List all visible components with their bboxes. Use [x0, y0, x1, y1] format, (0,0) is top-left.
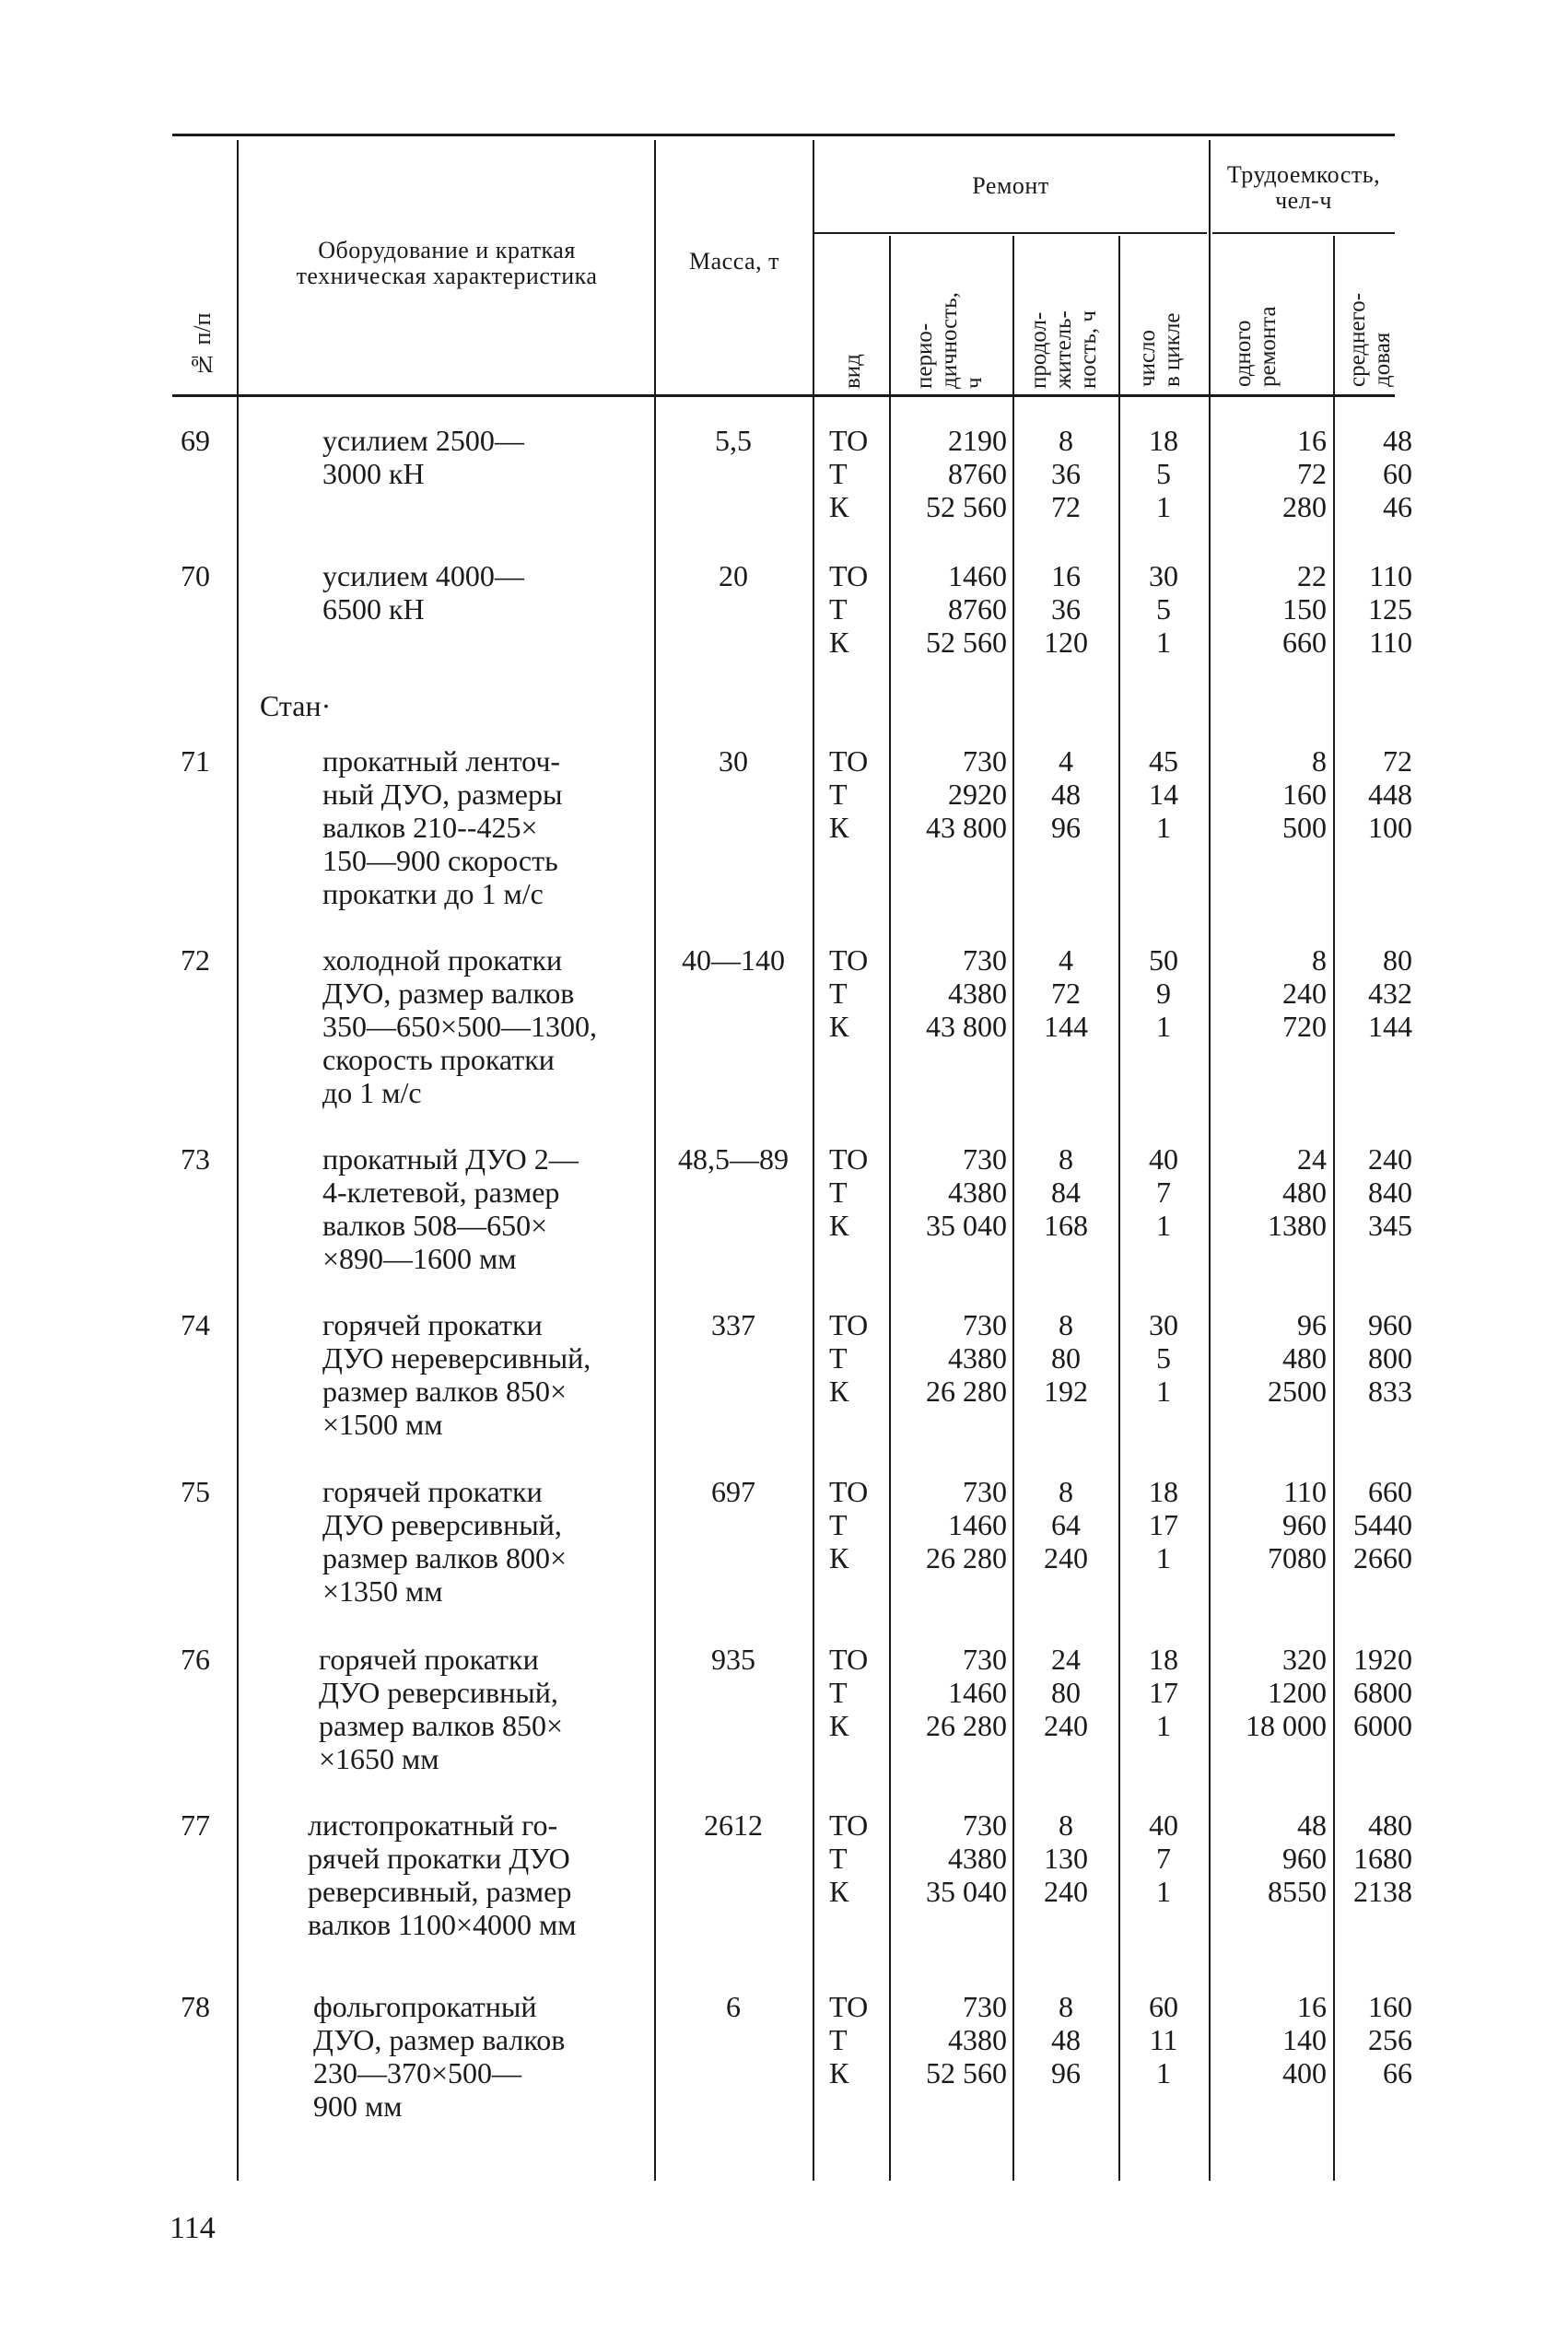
row-kind: ТО Т К: [829, 559, 869, 659]
row-annual: 480 1680 2138: [1353, 1808, 1412, 1908]
header-col-annual: среднего- довая: [1345, 292, 1395, 387]
row-desc: прокатный ленточ- ный ДУО, размеры валков 210--425× 150—900 скорость прокатки до 1 м/с: [322, 744, 563, 910]
row-mass: 6: [726, 1990, 741, 2023]
row-annual: 80 432 144: [1368, 943, 1412, 1043]
row-num: 74: [181, 1308, 210, 1341]
row-desc: холодной прокатки ДУО, размер валков 350—650×500—1300, скорость прокатки до 1 м/с: [322, 943, 598, 1109]
row-single: 96 480 2500: [1268, 1308, 1327, 1408]
row-desc: усилием 2500— 3000 кН: [322, 424, 524, 490]
row-kind: ТО Т К: [829, 1142, 869, 1242]
row-mass: 48,5—89: [678, 1142, 789, 1176]
row-num: 71: [181, 744, 210, 778]
row-period: 730 4380 35 040: [926, 1142, 1007, 1242]
row-kind: ТО Т К: [829, 1808, 869, 1908]
row-single: 8 240 720: [1282, 943, 1327, 1043]
row-num: 78: [181, 1990, 210, 2023]
header-col-duration: продол- житель- ность, ч: [1026, 310, 1101, 389]
row-count: 45 14 1: [1149, 744, 1178, 844]
row-mass: 30: [719, 744, 748, 778]
page-number: 114: [170, 2211, 216, 2245]
row-count: 40 7 1: [1149, 1808, 1178, 1908]
row-annual: 160 256 66: [1368, 1990, 1412, 2089]
row-count: 30 5 1: [1149, 1308, 1178, 1408]
row-period: 730 4380 52 560: [926, 1990, 1007, 2089]
labor-group-rule: [1212, 232, 1395, 234]
row-count: 18 17 1: [1149, 1643, 1178, 1742]
row-count: 18 17 1: [1149, 1475, 1178, 1574]
header-bottom-rule: [172, 394, 1395, 397]
row-count: 18 5 1: [1149, 424, 1178, 523]
header-col-kind: вид: [840, 354, 865, 389]
row-desc: прокатный ДУО 2— 4-клетевой, размер валков 508—650× ×890—1600 мм: [322, 1142, 579, 1275]
col-divider-1: [237, 140, 239, 2181]
row-mass: 2612: [704, 1808, 763, 1842]
row-mass: 20: [719, 559, 748, 592]
row-single: 24 480 1380: [1268, 1142, 1327, 1242]
row-annual: 1920 6800 6000: [1353, 1643, 1412, 1742]
row-single: 320 1200 18 000: [1246, 1643, 1327, 1742]
row-num: 76: [181, 1643, 210, 1676]
row-period: 730 2920 43 800: [926, 744, 1007, 844]
row-desc: фольгопрокатный ДУО, размер валков 230—370×500— 900 мм: [313, 1990, 566, 2123]
row-duration: 8 48 96: [1051, 1990, 1081, 2089]
row-duration: 8 84 168: [1044, 1142, 1088, 1242]
header-col-mass: Масса, т: [689, 248, 779, 275]
row-desc: усилием 4000— 6500 кН: [322, 559, 524, 626]
row-desc: горячей прокатки ДУО реверсивный, размер валков 850× ×1650 мм: [319, 1643, 564, 1775]
row-duration: 24 80 240: [1044, 1643, 1088, 1742]
row-num: 70: [181, 559, 210, 592]
header-group-labor: Трудоемкость, чел-ч: [1226, 161, 1381, 214]
row-num: 77: [181, 1808, 210, 1842]
row-annual: 48 60 46: [1383, 424, 1412, 523]
row-desc: горячей прокатки ДУО реверсивный, размер валков 800× ×1350 мм: [322, 1475, 568, 1608]
row-kind: ТО Т К: [829, 1990, 869, 2089]
repair-group-rule: [814, 232, 1207, 234]
row-mass: 935: [711, 1643, 755, 1676]
col-divider-3: [813, 140, 814, 2181]
row-period: 730 4380 35 040: [926, 1808, 1007, 1908]
row-single: 48 960 8550: [1268, 1808, 1327, 1908]
row-single: 8 160 500: [1282, 744, 1327, 844]
row-single: 22 150 660: [1282, 559, 1327, 659]
row-num: 69: [181, 424, 210, 457]
row-kind: ТО Т К: [829, 424, 869, 523]
row-duration: 8 80 192: [1044, 1308, 1088, 1408]
row-annual: 660 5440 2660: [1353, 1475, 1412, 1574]
row-period: 2190 8760 52 560: [926, 424, 1007, 523]
row-kind: ТО Т К: [829, 744, 869, 844]
row-desc: листопрокатный го- рячей прокатки ДУО реверсивный, размер валков 1100×4000 мм: [308, 1808, 577, 1941]
row-duration: 4 72 144: [1044, 943, 1088, 1043]
row-kind: ТО Т К: [829, 943, 869, 1043]
row-num: 75: [181, 1475, 210, 1508]
row-duration: 8 130 240: [1044, 1808, 1088, 1908]
row-mass: 40—140: [682, 943, 785, 977]
row-annual: 110 125 110: [1368, 559, 1412, 659]
row-kind: ТО Т К: [829, 1475, 869, 1574]
row-mass: 5,5: [715, 424, 752, 457]
row-period: 730 1460 26 280: [926, 1475, 1007, 1574]
row-count: 30 5 1: [1149, 559, 1178, 659]
row-desc: горячей прокатки ДУО нереверсивный, размер валков 850× ×1500 мм: [322, 1308, 591, 1441]
row-duration: 8 36 72: [1051, 424, 1081, 523]
row-count: 60 11 1: [1149, 1990, 1178, 2089]
row-kind: ТО Т К: [829, 1308, 869, 1408]
header-group-repair: Ремонт: [972, 172, 1049, 199]
header-col-single: одного ремонта: [1231, 306, 1281, 387]
header-col-equipment: Оборудование и краткая техническая характеристика: [296, 237, 598, 289]
row-single: 16 72 280: [1282, 424, 1327, 523]
table-top-rule: [172, 134, 1395, 136]
row-annual: 72 448 100: [1368, 744, 1412, 844]
row-num: 73: [181, 1142, 210, 1176]
row-mass: 337: [711, 1308, 755, 1341]
header-col-period: перио- дичность, ч: [912, 292, 987, 389]
section-title: Стан·: [260, 689, 332, 722]
header-col-num: № п/п: [189, 312, 216, 378]
row-single: 110 960 7080: [1268, 1475, 1327, 1574]
row-period: 730 4380 26 280: [926, 1308, 1007, 1408]
row-count: 50 9 1: [1149, 943, 1178, 1043]
row-kind: ТО Т К: [829, 1643, 869, 1742]
row-duration: 16 36 120: [1044, 559, 1088, 659]
col-divider-2: [654, 140, 656, 2181]
row-mass: 697: [711, 1475, 755, 1508]
row-duration: 8 64 240: [1044, 1475, 1088, 1574]
row-period: 730 4380 43 800: [926, 943, 1007, 1043]
row-duration: 4 48 96: [1051, 744, 1081, 844]
row-annual: 240 840 345: [1368, 1142, 1412, 1242]
row-num: 72: [181, 943, 210, 977]
row-period: 730 1460 26 280: [926, 1643, 1007, 1742]
row-period: 1460 8760 52 560: [926, 559, 1007, 659]
row-annual: 960 800 833: [1368, 1308, 1412, 1408]
header-col-count: число в цикле: [1135, 312, 1185, 387]
row-single: 16 140 400: [1282, 1990, 1327, 2089]
row-count: 40 7 1: [1149, 1142, 1178, 1242]
